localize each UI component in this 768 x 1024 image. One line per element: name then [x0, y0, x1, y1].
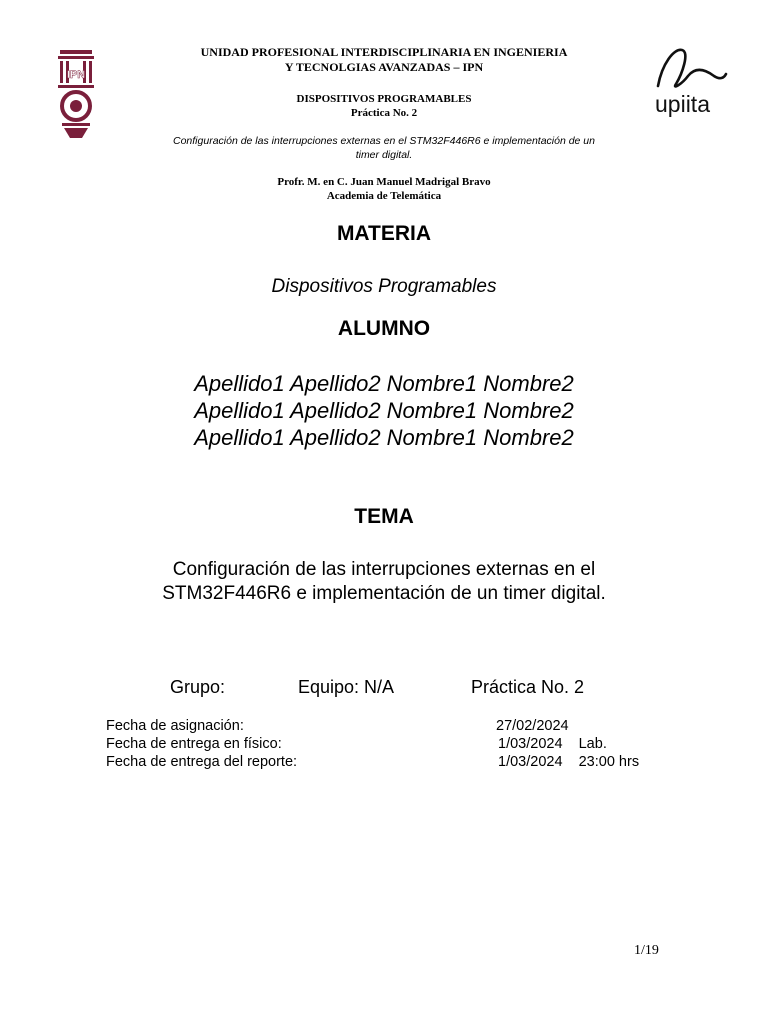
- institution-name-line2: Y TECNOLGIAS AVANZADAS – IPN: [284, 60, 484, 74]
- tema-line2: STM32F446R6 e implementación de un timer digital.: [162, 583, 606, 604]
- practice-subtitle-line1: Configuración de las interrupciones externas en el STM32F446R6 e implementación de un: [173, 135, 595, 147]
- academy-name: Academia de Telemática: [326, 190, 442, 202]
- professor-name: Profr. M. en C. Juan Manuel Madrigal Bravo: [277, 176, 491, 188]
- grupo-label: Grupo:: [170, 677, 226, 697]
- date-value-asignacion: 27/02/2024: [496, 718, 569, 734]
- page-number: 1/19: [634, 943, 659, 958]
- date-value-entrega-fisico: 1/03/2024 Lab.: [498, 736, 607, 752]
- tema-line1: Configuración de las interrupciones externas en el: [172, 559, 596, 580]
- tema-heading: TEMA: [354, 505, 414, 528]
- date-label-entrega-reporte: Fecha de entrega del reporte:: [106, 754, 298, 770]
- date-label-asignacion: Fecha de asignación:: [106, 718, 244, 734]
- date-value-entrega-reporte: 1/03/2024 23:00 hrs: [498, 754, 640, 770]
- student-name: Apellido1 Apellido2 Nombre1 Nombre2: [194, 425, 574, 450]
- equipo-label: Equipo: N/A: [298, 677, 395, 697]
- alumno-heading: ALUMNO: [337, 317, 431, 340]
- institution-name-line1: UNIDAD PROFESIONAL INTERDISCIPLINARIA EN INGENIERIA: [200, 45, 568, 59]
- course-name: DISPOSITIVOS PROGRAMABLES: [296, 93, 472, 105]
- practice-number: Práctica No. 2: [350, 107, 418, 119]
- student-name: Apellido1 Apellido2 Nombre1 Nombre2: [194, 398, 574, 423]
- date-label-entrega-fisico: Fecha de entrega en físico:: [106, 736, 282, 752]
- practica-label: Práctica No. 2: [471, 677, 585, 697]
- student-names: [0, 370, 768, 451]
- practice-subtitle-line2: timer digital.: [355, 149, 413, 161]
- materia-heading: MATERIA: [336, 222, 432, 245]
- ipn-logo-text: IPN: [66, 69, 86, 81]
- materia-value: Dispositivos Programables: [271, 276, 497, 297]
- upiita-logo-text: upiita: [655, 91, 710, 117]
- student-name: Apellido1 Apellido2 Nombre1 Nombre2: [194, 371, 574, 396]
